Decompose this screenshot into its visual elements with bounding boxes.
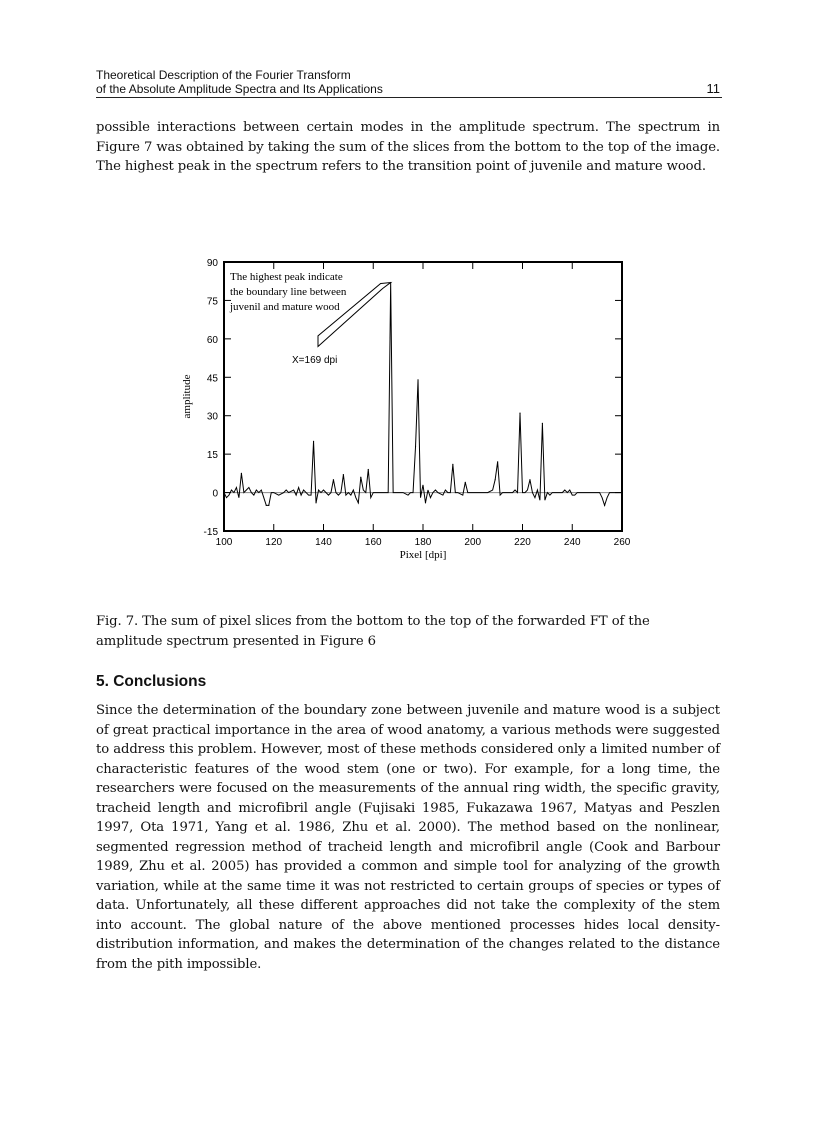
- annotation-marker-label: X=169 dpi: [292, 354, 338, 366]
- y-tick-label: 90: [206, 258, 218, 269]
- data-point: [497, 461, 498, 462]
- x-tick-label: 260: [613, 537, 631, 548]
- running-header: [96, 68, 722, 98]
- data-point: [315, 502, 316, 503]
- data-point: [415, 446, 416, 447]
- intro-paragraph: possible interactions between certain modes in the amplitude spectrum. The spectrum in Figure 7 was obtained by taking the sum of the slices from the bottom to the top of the image. The highest peak in the spectrum refers to the transition point of juvenile and mature wood.: [96, 120, 720, 174]
- annotation-text: the boundary line between: [230, 286, 347, 298]
- x-tick-label: 180: [414, 537, 432, 548]
- header-line-2: of the Absolute Amplitude Spectra and Its Applications: [96, 82, 383, 96]
- x-tick-label: 200: [464, 537, 482, 548]
- data-point: [529, 479, 530, 480]
- annotation-text: juvenil and mature wood: [230, 301, 340, 313]
- y-axis-label: amplitude: [181, 374, 193, 419]
- figure-7-chart: [160, 250, 640, 570]
- x-tick-label: 240: [563, 537, 581, 548]
- data-point: [358, 502, 359, 503]
- x-tick-label: 220: [514, 537, 531, 548]
- conclusion-paragraph: Since the determination of the boundary zone between juvenile and mature wood is a subject of great practical importance in the area of wood anatomy, a various methods were suggested to address this problem. However, most of these methods considered only a limited number of characteristic features of the wood stem (one or two). For example, for a long time, the researchers were focused on the measurements of the annual ring width, the specific gravity, tracheid length and microfibril angle (Fujisaki 1985, Fukazawa 1967, Matyas and Peszlen 1997, Ota 1971, Yang et al. 1986, Zhu et al. 2000). The method based on the nonlinear, segmented regression method of tracheid length and microfibril angle (Cook and Barbour 1989, Zhu et al. 2005) has provided a common and simple tool for analyzing of the growth variation, while at the same time it was not restricted to certain groups of species or types of data. Unfortunately, all these different approaches did not take the complexity of the stem into account. The global nature of the above mentioned processes hides local density-distribution information, and makes the determination of the changes related to the distance from the pith impossible.: [96, 703, 720, 972]
- data-point: [519, 413, 520, 414]
- x-tick-label: 120: [265, 537, 283, 548]
- data-point: [241, 473, 242, 474]
- y-tick-label: 15: [206, 450, 218, 462]
- y-tick-label: 0: [212, 488, 218, 500]
- data-point: [333, 479, 334, 480]
- x-axis-label: Pixel [dpi]: [399, 549, 447, 561]
- data-point: [465, 482, 466, 483]
- x-tick-label: 140: [315, 537, 332, 548]
- data-point: [452, 464, 453, 465]
- series-line: [224, 282, 622, 505]
- y-tick-label: 30: [206, 411, 218, 423]
- data-point: [268, 505, 269, 506]
- data-point: [360, 477, 361, 478]
- data-point: [542, 423, 543, 424]
- data-point: [495, 479, 496, 480]
- y-tick-label: 45: [206, 373, 218, 385]
- y-tick-label: 60: [206, 334, 218, 346]
- annotation-text: The highest peak indicate: [230, 271, 343, 283]
- data-point: [425, 502, 426, 503]
- y-tick-label: 75: [206, 296, 218, 308]
- data-point: [266, 505, 267, 506]
- x-tick-label: 100: [215, 537, 233, 548]
- x-tick-label: 160: [364, 537, 382, 548]
- data-point: [313, 441, 314, 442]
- data-point: [368, 469, 369, 470]
- page-number: 11: [706, 81, 720, 96]
- header-line-1: Theoretical Description of the Fourier Transform: [96, 68, 351, 82]
- data-point: [417, 379, 418, 380]
- section-heading: 5. Conclusions: [96, 673, 207, 690]
- figure-caption: Fig. 7. The sum of pixel slices from the bottom to the top of the forwarded FT of the amplitude spectrum presented in Figure 6: [96, 614, 650, 649]
- y-tick-label: -15: [203, 527, 218, 538]
- data-point: [343, 474, 344, 475]
- data-point: [604, 505, 605, 506]
